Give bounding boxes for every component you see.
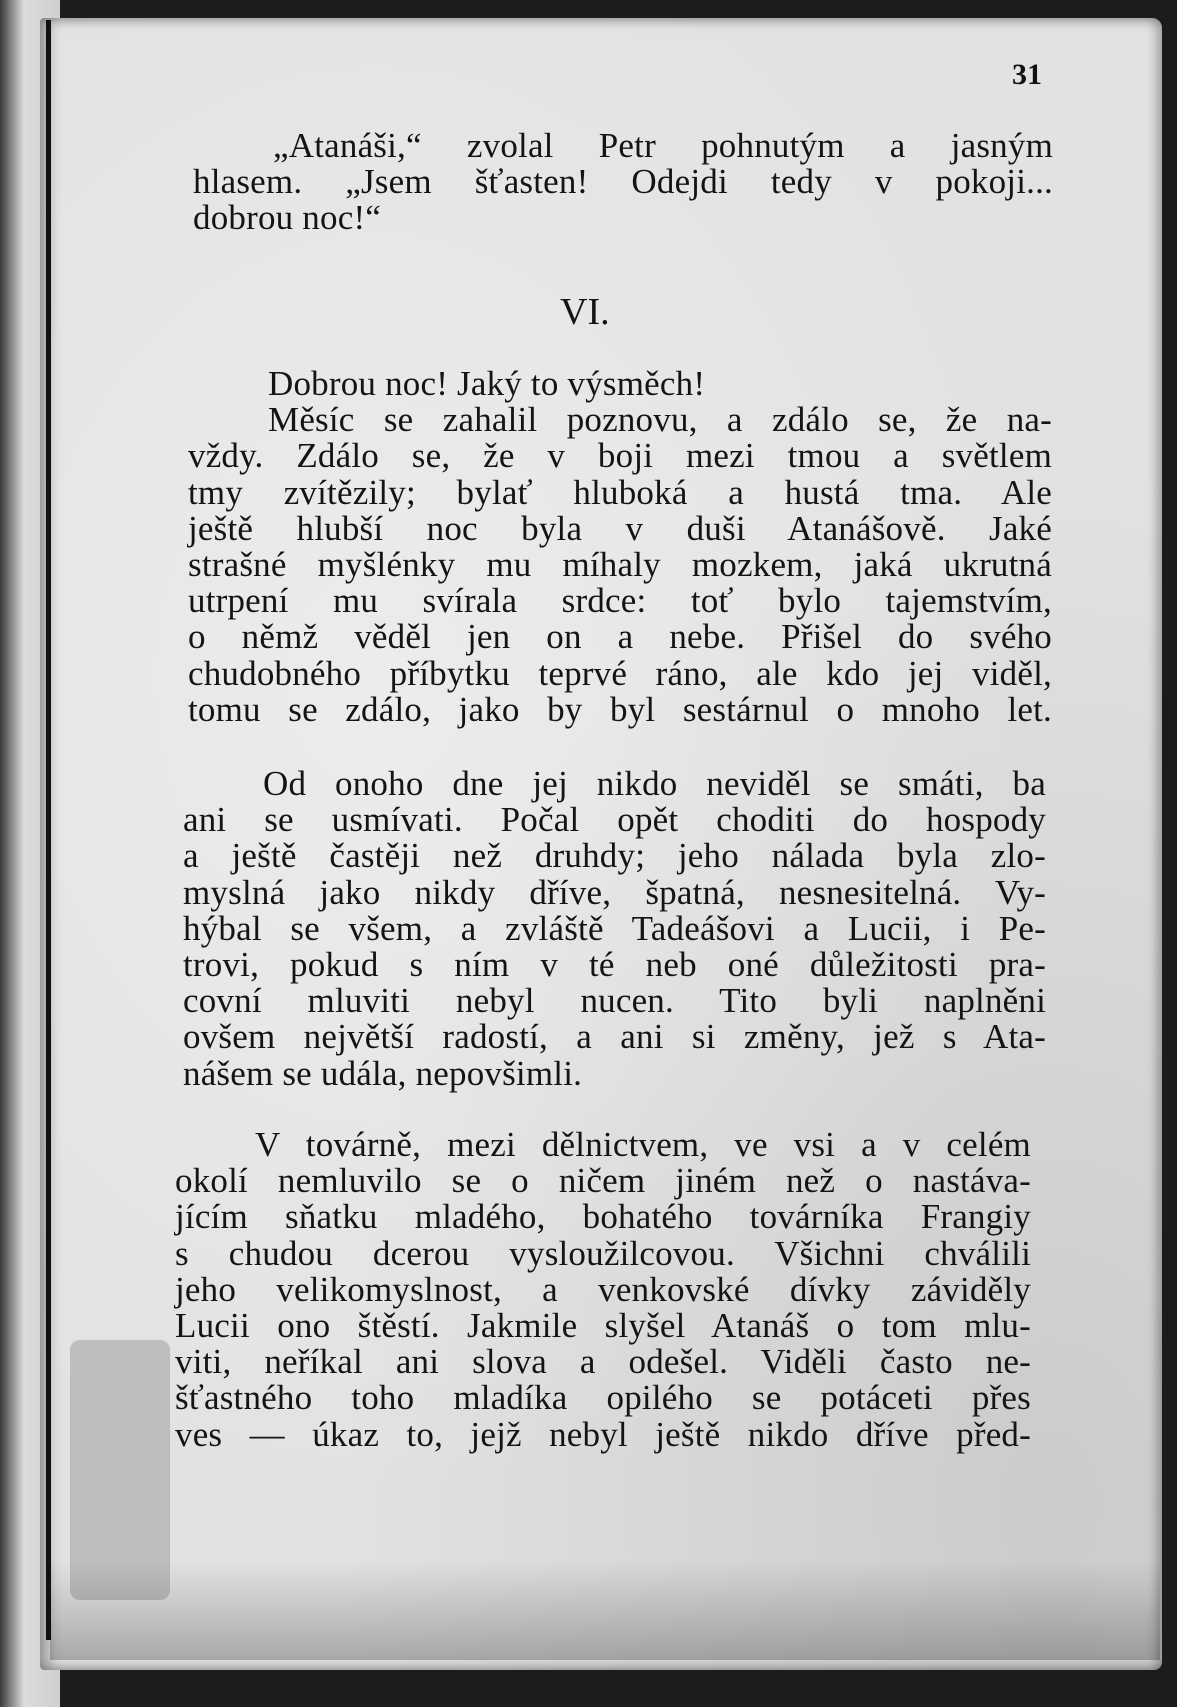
text-line: okolí nemluvilo se o ničem jiném než o nastáva- — [175, 1161, 1031, 1201]
paragraph-1 — [188, 366, 1052, 728]
text-line: utrpení mu svírala srdce: toť bylo tajemstvím, — [188, 581, 1052, 621]
text-line: trovi, pokud s ním v té neb oné důležitosti pra- — [183, 944, 1046, 984]
text-line: o němž věděl jen on a nebe. Přišel do svého — [188, 617, 1052, 657]
text-line: chudobného příbytku teprvé ráno, ale kdo jej viděl, — [188, 653, 1052, 693]
text-line: ani se usmívati. Počal opět choditi do hospody — [183, 800, 1046, 840]
text-line: covní mluviti nebyl nucen. Tito byli naplněni — [183, 981, 1046, 1021]
text-line: „Atanáši,“ zvolal Petr pohnutým a jasným — [273, 126, 1053, 165]
text-line: ještě hlubší noc byla v duši Atanášově. Jaké — [188, 508, 1052, 548]
text-line: vždy. Zdálo se, že v boji mezi tmou a světlem — [188, 436, 1052, 476]
text-line: Dobrou noc! Jaký to výsměch! — [268, 364, 706, 403]
text-line: s chudou dcerou vysloužilcovou. Všichni chválili — [175, 1233, 1031, 1273]
text-line: Lucii ono štěstí. Jakmile slyšel Atanáš o tom mlu- — [175, 1305, 1031, 1345]
opening-paragraph — [193, 128, 1053, 237]
text-line: strašné myšlénky mu míhaly mozkem, jaká ukrutná — [188, 544, 1052, 584]
paragraph-2 — [183, 766, 1046, 1092]
text-line: hlasem. „Jsem šťasten! Odejdi tedy v pokoji... — [193, 162, 1053, 202]
binding-gutter — [46, 20, 51, 1640]
chapter-heading: VI. — [560, 291, 610, 333]
page-bottom-shadow — [50, 1560, 1160, 1660]
text-line: tomu se zdálo, jako by byl sestárnul o mnoho let. — [188, 689, 1052, 729]
text-line: ves — úkaz to, jejž nebyl ještě nikdo dříve před- — [175, 1414, 1031, 1454]
text-line: jeho velikomyslnost, a venkovské dívky záviděly — [175, 1269, 1031, 1309]
text-line: V továrně, mezi dělnictvem, ve vsi a v celém — [255, 1125, 1031, 1164]
page-number: 31 — [1012, 58, 1042, 91]
text-line: Od onoho dne jej nikdo neviděl se smáti, ba — [263, 764, 1046, 803]
text-line: a ještě častěji než druhdy; jeho nálada byla zlo- — [183, 836, 1046, 876]
text-line: jícím sňatku mladého, bohatého továrníka Frangiy — [175, 1197, 1031, 1237]
text-line: ovšem největší radostí, a ani si změny, jež s Ata- — [183, 1017, 1046, 1057]
paragraph-3 — [175, 1127, 1031, 1453]
text-line: hýbal se všem, a zvláště Tadeášovi a Lucii, i Pe- — [183, 908, 1046, 948]
text-line: tmy zvítězily; bylať hluboká a hustá tma. Ale — [188, 472, 1052, 512]
text-line: viti, neříkal ani slova a odešel. Viděli často ne- — [175, 1342, 1031, 1382]
text-line: dobrou noc!“ — [193, 198, 382, 238]
text-line: šťastného toho mladíka opilého se potáceti přes — [175, 1378, 1031, 1418]
text-line: myslná jako nikdy dříve, špatná, nesnesitelná. Vy- — [183, 872, 1046, 912]
text-line: nášem se udála, nepovšimli. — [183, 1053, 583, 1093]
text-line: Měsíc se zahalil poznovu, a zdálo se, že na- — [268, 400, 1052, 440]
